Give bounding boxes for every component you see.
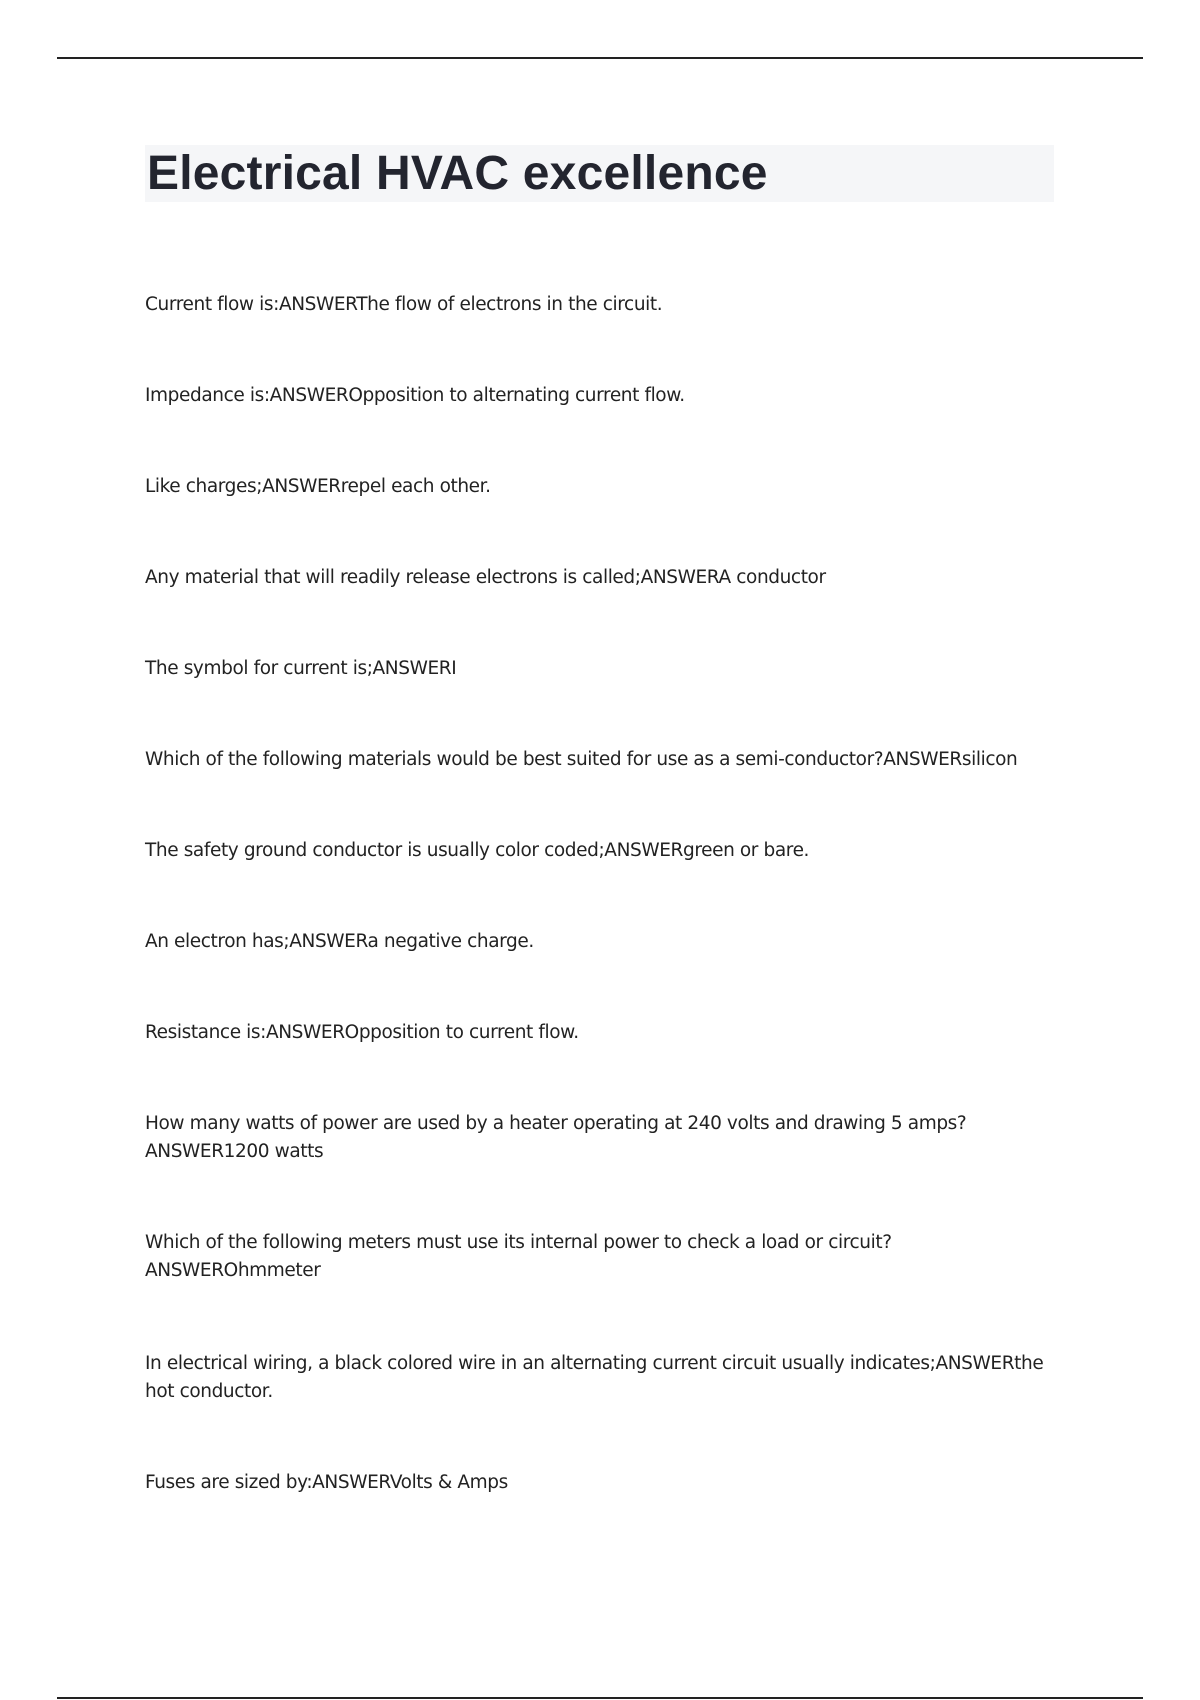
qa-item: How many watts of power are used by a heater operating at 240 volts and drawing 5 amps?ANSWER1200 watts xyxy=(145,1113,967,1162)
qa-item: Impedance is:ANSWEROpposition to alternating current flow. xyxy=(145,385,685,406)
qa-item: An electron has;ANSWERa negative charge. xyxy=(145,931,534,952)
qa-item: Any material that will readily release electrons is called;ANSWERA conductor xyxy=(145,567,826,588)
qa-item: The safety ground conductor is usually color coded;ANSWERgreen or bare. xyxy=(145,840,810,861)
qa-item: Like charges;ANSWERrepel each other. xyxy=(145,476,491,497)
page-title: Electrical HVAC excellence xyxy=(147,147,768,200)
title-banner xyxy=(145,145,1054,202)
qa-item: Current flow is:ANSWERThe flow of electrons in the circuit. xyxy=(145,294,663,315)
qa-item: Which of the following meters must use its internal power to check a load or circuit?ANSWEROhmmeter xyxy=(145,1232,892,1281)
qa-item: The symbol for current is;ANSWERI xyxy=(145,658,457,679)
top-rule xyxy=(57,57,1143,59)
qa-item: In electrical wiring, a black colored wire in an alternating current circuit usually indicates;ANSWERthe hot conductor. xyxy=(145,1353,1044,1402)
qa-item: Fuses are sized by:ANSWERVolts & Amps xyxy=(145,1472,508,1493)
qa-item: Resistance is:ANSWEROpposition to current flow. xyxy=(145,1022,579,1043)
qa-item: Which of the following materials would be best suited for use as a semi-conductor?ANSWERsilicon xyxy=(145,749,1018,770)
bottom-rule xyxy=(57,1697,1143,1699)
